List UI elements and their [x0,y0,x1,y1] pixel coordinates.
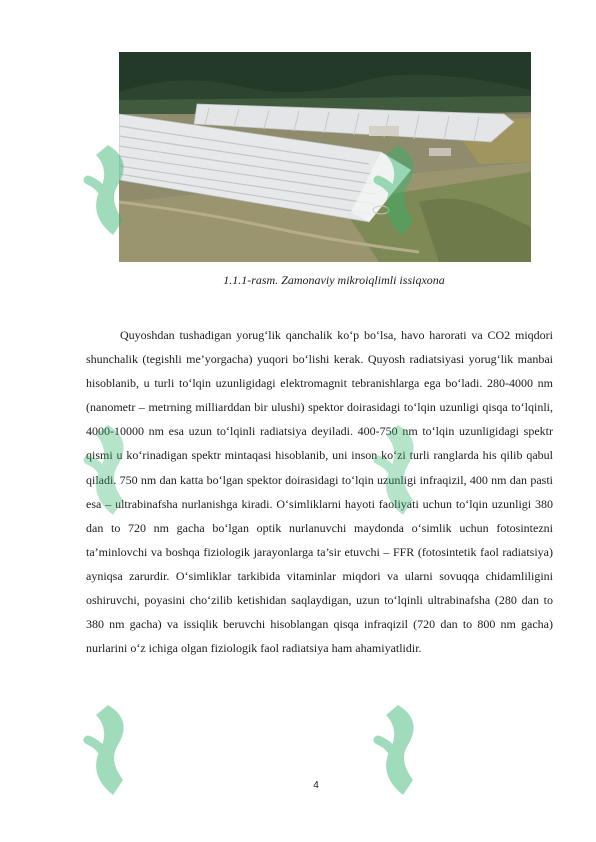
body-paragraph: Quyoshdan tushadigan yorug‘lik qanchalik ko‘p bo‘lsa, havo harorati va CO2 miqdori shunchalik (tegishli me’yorgacha) yuqori bo‘lishi kerak. Quyosh radiatsiyasi yorug‘lik manbai hisoblanib, u turli to‘lqin uzunligidagi elektromagnit tebranishlarga ega bo‘ladi. 280-4000 nm (nanometr – metrning milliarddan bir ulushi) spektor doirasidagi to‘lqin uzunligi qisqa to‘lqinli, 4000-10000 nm esa uzun to‘lqinli radiatsiya deyiladi. 400-750 nm to‘lqin uzunligidagi spektr qismi u ko‘rinadigan spektr mintaqasi hisoblanib, uni inson ko‘zi turli ranglarda his qilib qabul qiladi. 750 nm dan katta bo‘lgan spektor doirasidagi to‘lqin uzunligi infraqizil, 400 nm dan pasti esa – ultrabinafsha nurlanishga kiradi. O‘simliklarni hayoti faoliyati uchun to‘lqin uzunligi 380 dan to 720 nm gacha bo‘lgan optik nurlanuvchi maydonda o‘simlik uchun fotosintezni ta’minlovchi va boshqa fiziologik jarayonlarga ta’sir etuvchi – FFR (fotosintetik faol radiatsiya) ayniqsa zarurdir. O‘simliklar tarkibida vitaminlar miqdori va ularni sovuqqa chidamliligini oshiruvchi, poyasini cho‘zilib ketishidan saqlaydigan, uzun to‘lqinli ultrabinafsha (280 dan to 380 nm gacha) va issiqlik beruvchi hisoblangan qisqa infraqizil (720 dan to 800 nm gacha) nurlarini o‘z ichiga olgan fiziologik faol radiatsiya ham ahamiyatlidir. [86,328,553,656]
figure-caption: 1.1.1-rasm. Zamonaviy mikroiqlimli issiqxona [223,273,445,287]
page-number: 4 [313,780,319,791]
greenhouse-photo [119,52,531,262]
greenhouse-photo-drawing [119,52,531,262]
